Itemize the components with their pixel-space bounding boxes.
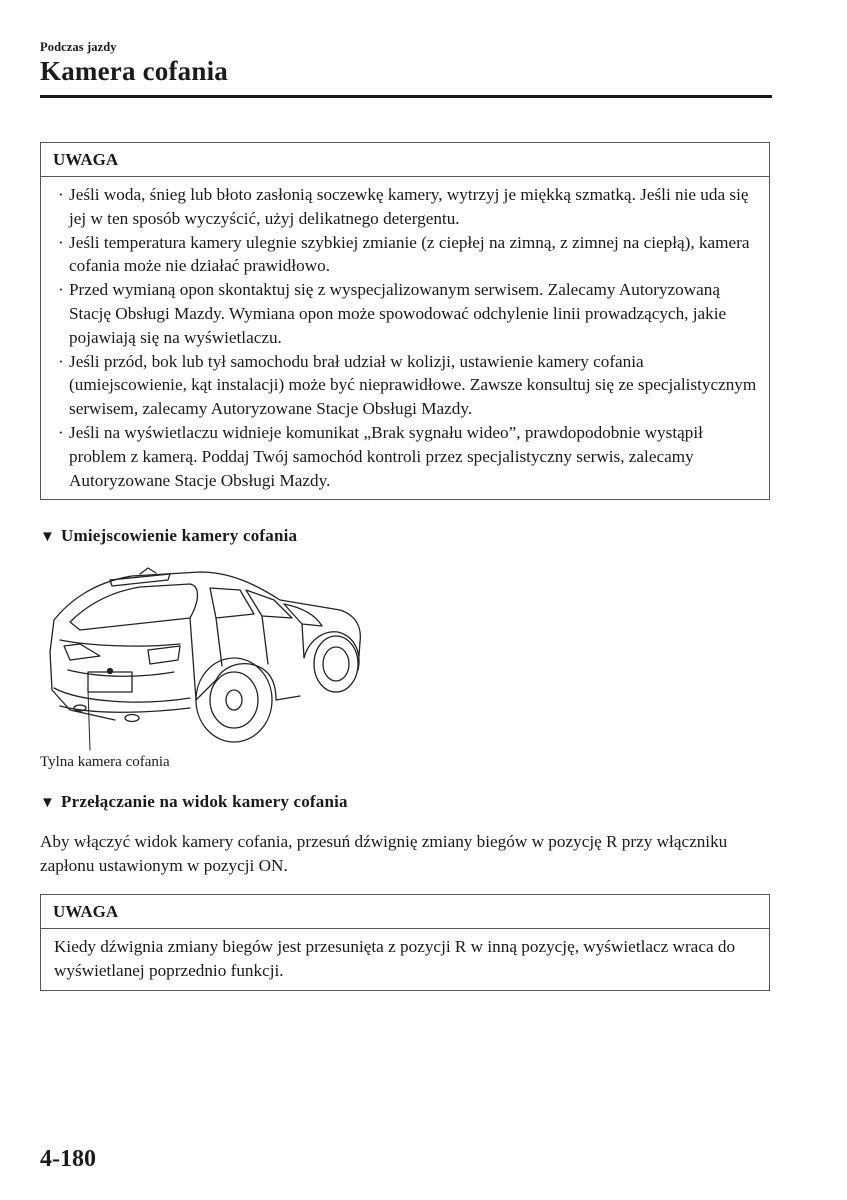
caution-item [58, 278, 757, 349]
page-number: 4-180 [40, 1146, 96, 1172]
caution-item [58, 421, 757, 492]
switch-heading [40, 792, 348, 812]
caution-box-1 [40, 142, 770, 500]
caution-body [41, 177, 769, 499]
title-rule [40, 95, 772, 98]
location-heading-text: Umiejscowienie kamery cofania [61, 526, 298, 545]
caution-item-text: Jeśli na wyświetlaczu widnieje komunikat „Brak sygnału wideo”, prawdopodobnie wystąpił problem z kamerą. Poddaj Twój samochód kontroli przez specjalistyczny serwis, zalecamy Autoryzowane Stacje Obsługi Mazdy. [69, 422, 703, 490]
caution-heading: UWAGA [41, 895, 769, 929]
page-title: Kamera cofania [40, 56, 229, 86]
caution-item-text: Jeśli przód, bok lub tył samochodu brał udział w kolizji, ustawienie kamery cofania (umiejscowienie, kąt instalacji) może być nieprawidłowe. Zawsze konsultuj się ze specjalistycznym serwisem, zalecamy Autoryzowane Stacje Obsługi Mazdy. [69, 351, 757, 419]
caution-item [58, 183, 757, 231]
bullet-dot: · [58, 232, 64, 252]
section-label: Podczas jazdy [40, 40, 117, 54]
caution-heading: UWAGA [41, 143, 769, 177]
bullet-dot: · [58, 185, 64, 204]
switch-heading-text: Przełączanie na widok kamery cofania [61, 792, 348, 811]
caution-body [41, 929, 769, 990]
caution-item [58, 231, 757, 279]
caution-item-text: Jeśli woda, śnieg lub błoto zasłonią soczewkę kamery, wytrzyj je miękką szmatką. Jeśli nie uda się jej w ten sposób wyczyścić, użyj delikatnego detergentu. [69, 185, 749, 228]
location-heading [40, 526, 297, 546]
caution-item-text: Przed wymianą opon skontaktuj się z wyspecjalizowanym serwisem. Zalecamy Autoryzowaną Stację Obsługi Mazdy. Wymiana opon może spowodować odchylenie linii prowadzących, jakie pojawiają się na wyświetlaczu. [69, 280, 727, 347]
caution-list [58, 183, 757, 492]
bullet-dot: · [58, 280, 64, 300]
switch-description: Aby włączyć widok kamery cofania, przesuń dźwignię zmiany biegów w pozycję R przy włączniku zapłonu ustawionym w pozycji ON. [40, 832, 728, 875]
bullet-dot: · [58, 351, 64, 371]
camera-caption: Tylna kamera cofania [40, 754, 170, 770]
caution-item-text: Jeśli temperatura kamery ulegnie szybkiej zmianie (z ciepłej na zimną, z zimnej na ciepłą), kamera cofania może nie działać prawidłowo. [69, 232, 750, 276]
triangle-down-icon: ▼ [40, 529, 56, 545]
caution-box-2 [40, 894, 770, 991]
caution-item [58, 350, 757, 421]
bullet-dot: · [58, 422, 64, 442]
car-rear-illustration [40, 560, 370, 760]
caution-text: Kiedy dźwignia zmiany biegów jest przesunięta z pozycji R w inną pozycję, wyświetlacz wraca do wyświetlanej poprzednio funkcji. [54, 937, 736, 980]
triangle-down-icon: ▼ [40, 795, 56, 811]
